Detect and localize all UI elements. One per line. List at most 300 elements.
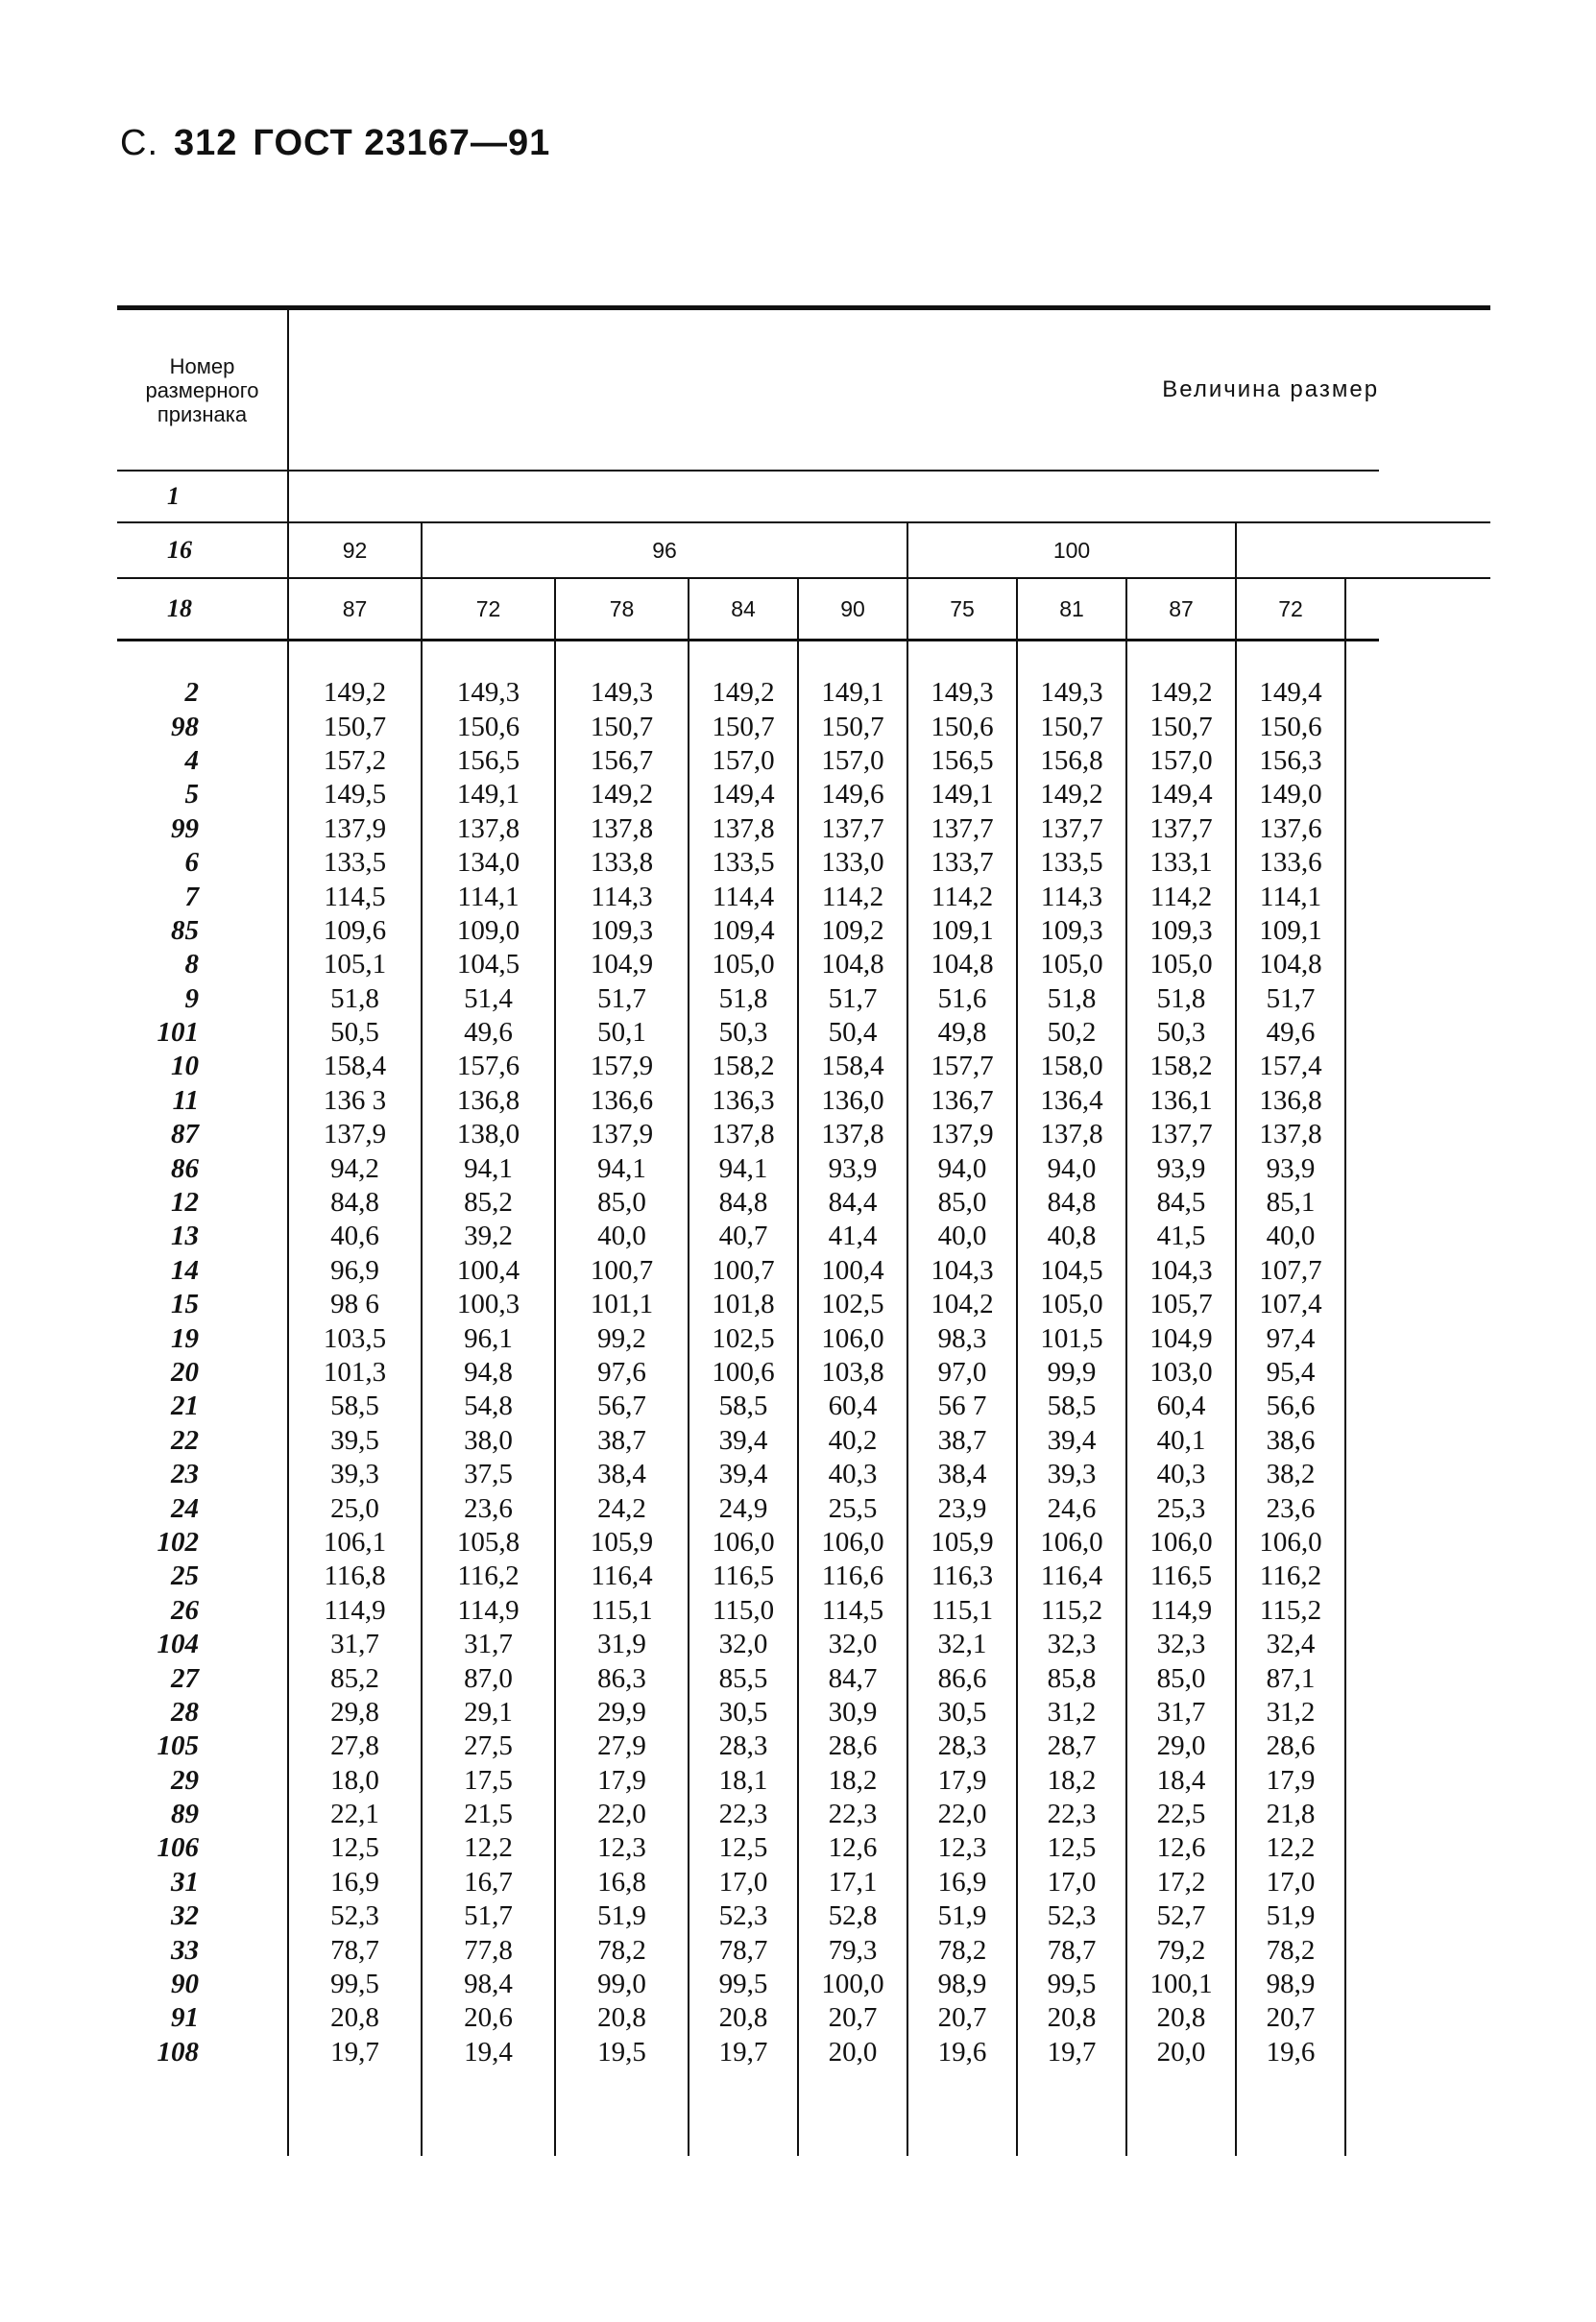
value-cell: 17,0 xyxy=(689,1866,798,1899)
value-cell: 56 7 xyxy=(907,1390,1017,1423)
empty-cell xyxy=(422,2069,555,2156)
value-cell: 115,2 xyxy=(1236,1594,1345,1628)
value-cell: 51,4 xyxy=(422,982,555,1016)
feature-number: 13 xyxy=(117,1220,288,1253)
value-cell: 106,0 xyxy=(1126,1526,1236,1560)
value-cell: 51,7 xyxy=(555,982,689,1016)
value-cell: 12,2 xyxy=(422,1831,555,1865)
value-cell: 20,8 xyxy=(1126,2001,1236,2035)
value-cell: 100,6 xyxy=(689,1356,798,1390)
value-cell: 22,3 xyxy=(798,1798,907,1831)
value-cell: 96,9 xyxy=(288,1254,422,1288)
feature-number: 23 xyxy=(117,1458,288,1491)
value-cell: 52,8 xyxy=(798,1899,907,1933)
value-cell: 106,1 xyxy=(288,1526,422,1560)
feature-number: 108 xyxy=(117,2036,288,2069)
table-row xyxy=(117,1220,1490,1253)
empty-cell xyxy=(1345,1390,1379,1423)
value-cell: 17,0 xyxy=(1017,1866,1126,1899)
value-cell: 19,7 xyxy=(288,2036,422,2069)
value-cell: 32,3 xyxy=(1017,1628,1126,1661)
value-cell: 115,1 xyxy=(555,1594,689,1628)
value-cell: 137,8 xyxy=(422,812,555,846)
value-cell: 18,4 xyxy=(1126,1764,1236,1798)
value-cell: 52,3 xyxy=(1017,1899,1126,1933)
table-row xyxy=(117,1526,1490,1560)
column-number-cell xyxy=(288,471,1379,522)
value-cell: 101,3 xyxy=(288,1356,422,1390)
feature-number: 85 xyxy=(117,914,288,948)
value-cell: 27,9 xyxy=(555,1729,689,1763)
value-cell: 158,2 xyxy=(1126,1050,1236,1083)
value-cell: 12,6 xyxy=(798,1831,907,1865)
empty-cell xyxy=(689,2069,798,2156)
value-cell: 94,0 xyxy=(907,1151,1017,1185)
table-row xyxy=(117,1288,1490,1321)
empty-cell xyxy=(1345,1050,1379,1083)
value-cell: 41,4 xyxy=(798,1220,907,1253)
value-cell: 156,5 xyxy=(907,744,1017,778)
value-cell: 137,7 xyxy=(798,812,907,846)
value-cell: 17,9 xyxy=(907,1764,1017,1798)
value-cell: 38,0 xyxy=(422,1424,555,1458)
label-header-line: признака xyxy=(157,401,248,426)
value-cell: 149,3 xyxy=(555,641,689,711)
value-cell: 156,8 xyxy=(1017,744,1126,778)
empty-cell xyxy=(1345,1831,1379,1865)
table-tail-row xyxy=(117,2069,1490,2156)
value-cell: 149,1 xyxy=(422,778,555,811)
value-cell: 149,2 xyxy=(288,641,422,711)
value-cell: 78,7 xyxy=(689,1933,798,1967)
value-cell: 22,0 xyxy=(555,1798,689,1831)
value-cell: 25,0 xyxy=(288,1491,422,1525)
value-cell: 150,7 xyxy=(1017,710,1126,743)
value-cell: 85,0 xyxy=(907,1186,1017,1220)
value-cell: 52,3 xyxy=(689,1899,798,1933)
value-cell: 40,7 xyxy=(689,1220,798,1253)
value-cell: 107,7 xyxy=(1236,1254,1345,1288)
value-cell: 156,3 xyxy=(1236,744,1345,778)
feature-number: 6 xyxy=(117,846,288,880)
value-cell: 51,7 xyxy=(422,1899,555,1933)
feature-number: 27 xyxy=(117,1661,288,1695)
value-cell: 99,5 xyxy=(689,1968,798,2001)
empty-cell xyxy=(1345,1254,1379,1288)
value-cell: 49,6 xyxy=(1236,1016,1345,1050)
value-cell: 29,0 xyxy=(1126,1729,1236,1763)
value-cell: 136,6 xyxy=(555,1084,689,1118)
table-row xyxy=(117,948,1490,981)
feature-18-value: 84 xyxy=(689,578,798,641)
empty-cell xyxy=(1345,1118,1379,1151)
value-cell: 149,4 xyxy=(1126,778,1236,811)
value-cell: 20,7 xyxy=(798,2001,907,2035)
value-cell: 28,7 xyxy=(1017,1729,1126,1763)
value-cell: 158,0 xyxy=(1017,1050,1126,1083)
value-cell: 157,6 xyxy=(422,1050,555,1083)
table-row xyxy=(117,914,1490,948)
value-cell: 137,9 xyxy=(288,1118,422,1151)
value-cell: 137,8 xyxy=(1236,1118,1345,1151)
value-cell: 133,8 xyxy=(555,846,689,880)
empty-cell xyxy=(907,2069,1017,2156)
value-cell: 114,2 xyxy=(1126,880,1236,913)
value-cell: 85,2 xyxy=(288,1661,422,1695)
value-cell: 137,9 xyxy=(288,812,422,846)
value-cell: 149,5 xyxy=(288,778,422,811)
value-cell: 85,5 xyxy=(689,1661,798,1695)
table-row xyxy=(117,1628,1490,1661)
value-cell: 20,7 xyxy=(1236,2001,1345,2035)
value-cell: 54,8 xyxy=(422,1390,555,1423)
value-cell: 137,8 xyxy=(689,1118,798,1151)
measurements-table xyxy=(117,305,1490,2156)
empty-cell xyxy=(1345,948,1379,981)
table-row xyxy=(117,1424,1490,1458)
value-cell: 20,0 xyxy=(1126,2036,1236,2069)
value-cell: 28,6 xyxy=(798,1729,907,1763)
value-cell: 156,5 xyxy=(422,744,555,778)
empty-cell xyxy=(1345,2036,1379,2069)
page-ref: С. xyxy=(120,123,158,163)
value-cell: 18,1 xyxy=(689,1764,798,1798)
standard-code: ГОСТ 23167—91 xyxy=(253,123,551,163)
feature-number: 29 xyxy=(117,1764,288,1798)
empty-cell xyxy=(1345,2069,1379,2156)
value-cell: 133,5 xyxy=(689,846,798,880)
value-cell: 51,6 xyxy=(907,982,1017,1016)
value-cell: 158,2 xyxy=(689,1050,798,1083)
feature-number: 31 xyxy=(117,1866,288,1899)
value-cell: 149,2 xyxy=(555,778,689,811)
value-cell: 116,4 xyxy=(1017,1560,1126,1593)
value-cell: 49,8 xyxy=(907,1016,1017,1050)
value-cell: 157,0 xyxy=(798,744,907,778)
value-cell: 85,0 xyxy=(555,1186,689,1220)
value-cell: 104,5 xyxy=(1017,1254,1126,1288)
value-cell: 105,0 xyxy=(1017,948,1126,981)
value-cell: 18,2 xyxy=(1017,1764,1126,1798)
value-cell: 19,7 xyxy=(689,2036,798,2069)
value-cell: 116,5 xyxy=(689,1560,798,1593)
empty-cell xyxy=(1345,1798,1379,1831)
value-cell: 93,9 xyxy=(1126,1151,1236,1185)
label-header-line: Номер xyxy=(169,353,235,378)
table-row xyxy=(117,880,1490,913)
value-cell: 29,1 xyxy=(422,1696,555,1729)
value-cell: 84,8 xyxy=(288,1186,422,1220)
value-cell: 109,1 xyxy=(1236,914,1345,948)
value-cell: 136,4 xyxy=(1017,1084,1126,1118)
value-cell: 114,2 xyxy=(798,880,907,913)
value-cell: 100,7 xyxy=(689,1254,798,1288)
value-cell: 133,0 xyxy=(798,846,907,880)
value-cell: 99,2 xyxy=(555,1321,689,1355)
value-cell: 38,2 xyxy=(1236,1458,1345,1491)
value-cell: 39,4 xyxy=(689,1424,798,1458)
value-cell: 105,0 xyxy=(1017,1288,1126,1321)
value-cell: 150,7 xyxy=(555,710,689,743)
value-cell: 150,7 xyxy=(689,710,798,743)
value-cell: 157,4 xyxy=(1236,1050,1345,1083)
value-cell: 100,4 xyxy=(422,1254,555,1288)
value-cell: 19,4 xyxy=(422,2036,555,2069)
value-cell: 23,9 xyxy=(907,1491,1017,1525)
value-cell: 116,5 xyxy=(1126,1560,1236,1593)
value-cell: 18,0 xyxy=(288,1764,422,1798)
value-cell: 20,6 xyxy=(422,2001,555,2035)
row-label-header xyxy=(117,308,288,472)
value-cell: 16,7 xyxy=(422,1866,555,1899)
value-cell: 84,8 xyxy=(1017,1186,1126,1220)
value-cell: 40,0 xyxy=(555,1220,689,1253)
value-cell: 137,8 xyxy=(798,1118,907,1151)
feature-number: 8 xyxy=(117,948,288,981)
value-cell: 50,1 xyxy=(555,1016,689,1050)
value-cell: 19,5 xyxy=(555,2036,689,2069)
value-cell: 114,5 xyxy=(798,1594,907,1628)
value-cell: 157,0 xyxy=(689,744,798,778)
value-cell: 149,2 xyxy=(1126,641,1236,711)
value-cell: 31,2 xyxy=(1236,1696,1345,1729)
value-cell: 106,0 xyxy=(798,1321,907,1355)
value-cell: 40,2 xyxy=(798,1424,907,1458)
value-cell: 56,6 xyxy=(1236,1390,1345,1423)
value-cell: 25,5 xyxy=(798,1491,907,1525)
value-cell: 51,9 xyxy=(555,1899,689,1933)
value-cell: 51,8 xyxy=(1126,982,1236,1016)
value-cell: 58,5 xyxy=(689,1390,798,1423)
value-cell: 32,0 xyxy=(689,1628,798,1661)
value-cell: 109,6 xyxy=(288,914,422,948)
value-cell: 150,7 xyxy=(288,710,422,743)
value-cell: 98,9 xyxy=(1236,1968,1345,2001)
value-cell: 137,9 xyxy=(555,1118,689,1151)
value-cell: 137,8 xyxy=(1017,1118,1126,1151)
value-cell: 38,4 xyxy=(907,1458,1017,1491)
value-cell: 20,7 xyxy=(907,2001,1017,2035)
value-cell: 58,5 xyxy=(1017,1390,1126,1423)
table-row xyxy=(117,982,1490,1016)
table-row xyxy=(117,1866,1490,1899)
value-cell: 20,0 xyxy=(798,2036,907,2069)
value-cell: 103,0 xyxy=(1126,1356,1236,1390)
value-cell: 78,7 xyxy=(1017,1933,1126,1967)
feature-number: 105 xyxy=(117,1729,288,1763)
table-row xyxy=(117,1491,1490,1525)
value-cell: 39,3 xyxy=(1017,1458,1126,1491)
value-cell: 22,1 xyxy=(288,1798,422,1831)
value-cell: 50,3 xyxy=(1126,1016,1236,1050)
table-row xyxy=(117,1254,1490,1288)
feature-number: 28 xyxy=(117,1696,288,1729)
value-cell: 149,0 xyxy=(1236,778,1345,811)
feature-18-value: 78 xyxy=(555,578,689,641)
value-cell: 40,3 xyxy=(1126,1458,1236,1491)
value-cell: 105,1 xyxy=(288,948,422,981)
feature-number: 11 xyxy=(117,1084,288,1118)
value-cell: 51,8 xyxy=(1017,982,1126,1016)
value-cell: 109,1 xyxy=(907,914,1017,948)
table-row xyxy=(117,846,1490,880)
value-cell: 114,9 xyxy=(1126,1594,1236,1628)
table-row xyxy=(117,744,1490,778)
table-row xyxy=(117,1458,1490,1491)
feature-18-value: 72 xyxy=(422,578,555,641)
empty-cell xyxy=(1345,710,1379,743)
value-cell: 109,3 xyxy=(1126,914,1236,948)
empty-cell xyxy=(1345,1424,1379,1458)
feature-16-group: 96 xyxy=(422,522,907,578)
value-cell: 39,2 xyxy=(422,1220,555,1253)
value-cell: 85,8 xyxy=(1017,1661,1126,1695)
empty-cell xyxy=(1345,1764,1379,1798)
value-cell: 39,4 xyxy=(689,1458,798,1491)
empty-cell xyxy=(1345,1151,1379,1185)
table-row xyxy=(117,1118,1490,1151)
value-cell: 39,5 xyxy=(288,1424,422,1458)
value-cell: 94,2 xyxy=(288,1151,422,1185)
value-cell: 116,2 xyxy=(422,1560,555,1593)
empty-cell xyxy=(1345,778,1379,811)
value-cell: 31,9 xyxy=(555,1628,689,1661)
value-cell: 114,1 xyxy=(422,880,555,913)
value-cell: 104,5 xyxy=(422,948,555,981)
value-cell: 137,8 xyxy=(555,812,689,846)
feature-number: 22 xyxy=(117,1424,288,1458)
feature-number: 25 xyxy=(117,1560,288,1593)
table-row xyxy=(117,778,1490,811)
value-cell: 38,7 xyxy=(907,1424,1017,1458)
empty-cell xyxy=(1345,1899,1379,1933)
value-cell: 38,7 xyxy=(555,1424,689,1458)
value-cell: 12,5 xyxy=(1017,1831,1126,1865)
value-cell: 114,3 xyxy=(1017,880,1126,913)
value-cell: 31,7 xyxy=(1126,1696,1236,1729)
value-cell: 40,0 xyxy=(907,1220,1017,1253)
feature-number: 101 xyxy=(117,1016,288,1050)
value-cell: 27,8 xyxy=(288,1729,422,1763)
value-cell: 32,3 xyxy=(1126,1628,1236,1661)
value-cell: 60,4 xyxy=(798,1390,907,1423)
value-cell: 99,9 xyxy=(1017,1356,1126,1390)
feature-number: 91 xyxy=(117,2001,288,2035)
value-cell: 98,3 xyxy=(907,1321,1017,1355)
value-cell: 22,3 xyxy=(1017,1798,1126,1831)
value-cell: 39,3 xyxy=(288,1458,422,1491)
value-cell: 94,1 xyxy=(689,1151,798,1185)
value-cell: 17,9 xyxy=(555,1764,689,1798)
value-cell: 41,5 xyxy=(1126,1220,1236,1253)
empty-cell xyxy=(1345,846,1379,880)
empty-cell xyxy=(1345,744,1379,778)
empty-cell xyxy=(1345,1560,1379,1593)
value-cell: 137,7 xyxy=(907,812,1017,846)
value-cell: 95,4 xyxy=(1236,1356,1345,1390)
empty-cell xyxy=(1017,2069,1126,2156)
value-cell: 100,3 xyxy=(422,1288,555,1321)
feature-number: 10 xyxy=(117,1050,288,1083)
value-cell: 158,4 xyxy=(288,1050,422,1083)
value-cell: 23,6 xyxy=(1236,1491,1345,1525)
value-cell: 37,5 xyxy=(422,1458,555,1491)
value-cell: 102,5 xyxy=(689,1321,798,1355)
value-cell: 104,2 xyxy=(907,1288,1017,1321)
value-cell: 84,8 xyxy=(689,1186,798,1220)
value-cell: 157,0 xyxy=(1126,744,1236,778)
table-row xyxy=(117,1661,1490,1695)
table-row xyxy=(117,1356,1490,1390)
value-cell: 114,2 xyxy=(907,880,1017,913)
table-row xyxy=(117,710,1490,743)
empty-cell xyxy=(1345,880,1379,913)
table-row xyxy=(117,1084,1490,1118)
feature-18-value: 90 xyxy=(798,578,907,641)
value-cell: 50,4 xyxy=(798,1016,907,1050)
page-number: 312 xyxy=(174,123,238,163)
value-cell: 51,7 xyxy=(1236,982,1345,1016)
value-cell: 28,3 xyxy=(689,1729,798,1763)
value-cell: 49,6 xyxy=(422,1016,555,1050)
value-cell: 51,8 xyxy=(689,982,798,1016)
table-row xyxy=(117,1899,1490,1933)
table-row xyxy=(117,1321,1490,1355)
value-cell: 12,5 xyxy=(689,1831,798,1865)
value-cell: 20,8 xyxy=(555,2001,689,2035)
value-cell: 17,1 xyxy=(798,1866,907,1899)
value-cell: 12,2 xyxy=(1236,1831,1345,1865)
value-cell: 96,1 xyxy=(422,1321,555,1355)
value-cell: 137,8 xyxy=(689,812,798,846)
value-cell: 30,9 xyxy=(798,1696,907,1729)
value-cell: 104,8 xyxy=(907,948,1017,981)
value-cell: 85,1 xyxy=(1236,1186,1345,1220)
value-cell: 52,3 xyxy=(288,1899,422,1933)
empty-cell xyxy=(1345,1594,1379,1628)
table-row xyxy=(117,1764,1490,1798)
value-cell: 149,4 xyxy=(1236,641,1345,711)
value-cell: 86,3 xyxy=(555,1661,689,1695)
value-cell: 116,6 xyxy=(798,1560,907,1593)
value-cell: 50,2 xyxy=(1017,1016,1126,1050)
feature-16-label: 16 xyxy=(117,522,288,578)
value-cell: 58,5 xyxy=(288,1390,422,1423)
value-cell: 78,2 xyxy=(1236,1933,1345,1967)
value-cell: 94,8 xyxy=(422,1356,555,1390)
table-row xyxy=(117,1968,1490,2001)
value-cell: 114,9 xyxy=(422,1594,555,1628)
value-cell: 104,8 xyxy=(798,948,907,981)
empty-cell xyxy=(1345,1220,1379,1253)
value-cell: 97,4 xyxy=(1236,1321,1345,1355)
feature-number: 12 xyxy=(117,1186,288,1220)
column-number-label: 1 xyxy=(117,471,288,522)
table-row xyxy=(117,1729,1490,1763)
value-cell: 22,0 xyxy=(907,1798,1017,1831)
empty-cell xyxy=(1345,1016,1379,1050)
value-cell: 29,9 xyxy=(555,1696,689,1729)
table-row xyxy=(117,1560,1490,1593)
value-cell: 99,5 xyxy=(1017,1968,1126,2001)
value-cell: 18,2 xyxy=(798,1764,907,1798)
value-cell: 79,3 xyxy=(798,1933,907,1967)
value-cell: 157,7 xyxy=(907,1050,1017,1083)
table-row xyxy=(117,1016,1490,1050)
value-cell: 93,9 xyxy=(798,1151,907,1185)
value-cell: 30,5 xyxy=(689,1696,798,1729)
value-cell: 17,5 xyxy=(422,1764,555,1798)
